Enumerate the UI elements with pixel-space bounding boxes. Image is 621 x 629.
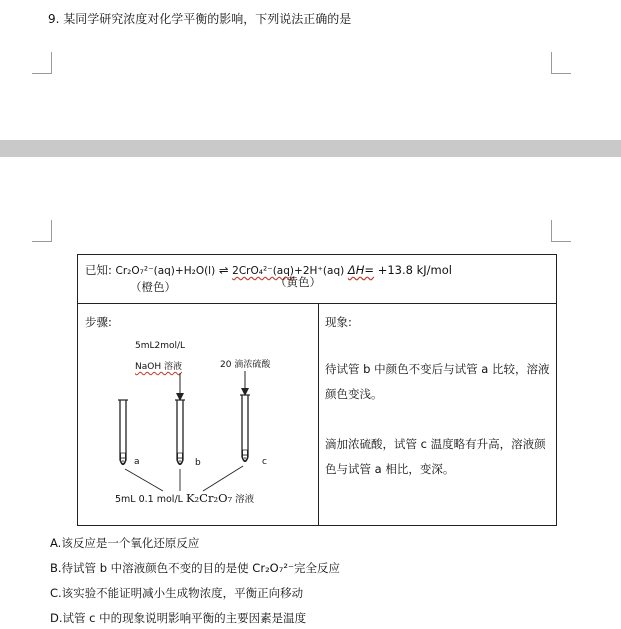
- solution-suffix: 溶液: [232, 494, 255, 505]
- tube-a-label: a: [134, 457, 140, 467]
- naoh-concentration-label: 5mL2mol/L: [135, 341, 186, 351]
- experiment-table: [77, 254, 557, 526]
- dichromate-solution-label: [115, 491, 254, 505]
- chromate-species: 2CrO₄²⁻(aq): [232, 265, 295, 277]
- page-corner-mark: [551, 52, 571, 74]
- option-d[interactable]: D.试管 c 中的现象说明影响平衡的主要因素是温度: [50, 611, 307, 625]
- test-tube-b: [175, 400, 185, 465]
- sulfuric-acid-label: 20 滴浓硫酸: [220, 360, 271, 370]
- page-corner-mark: [32, 220, 52, 242]
- naoh-arrow-icon: [176, 373, 184, 401]
- equilibrium-arrow-icon: ⇌: [218, 263, 229, 277]
- option-a[interactable]: A.该反应是一个氧化还原反应: [50, 536, 200, 550]
- acid-arrow-icon: [241, 371, 249, 396]
- tube-b-label: b: [195, 458, 201, 468]
- test-tube-a: [118, 400, 128, 465]
- pointer-lines: [125, 466, 243, 491]
- delta-h-symbol: ΔH=: [347, 263, 375, 277]
- phenomenon-text-1: 待试管 b 中颜色不变后与试管 a 比较，溶液颜色变浅。: [325, 362, 550, 401]
- water-species: +H₂O(l): [174, 265, 216, 277]
- known-prefix: 已知:: [85, 263, 112, 277]
- naoh-solution-label: NaOH 溶液: [135, 362, 182, 372]
- orange-color-label: （橙色）: [130, 280, 176, 294]
- hydrogen-ion-species: +2H⁺(aq): [294, 265, 345, 277]
- phenomenon-label: 现象:: [325, 315, 352, 329]
- dichromate-species: Cr₂O₇²⁻(aq): [115, 265, 175, 277]
- steps-label: 步骤:: [85, 315, 112, 329]
- column-divider: [318, 304, 319, 526]
- tube-c-label: c: [262, 457, 267, 467]
- page-corner-mark: [32, 52, 52, 74]
- phenomenon-text-2: 滴加浓硫酸，试管 c 温度略有升高，溶液颜色与试管 a 相比，变深。: [325, 437, 546, 476]
- test-tube-diagram: [78, 255, 318, 526]
- solution-volume: 5mL 0.1 mol/L: [115, 494, 186, 505]
- option-c[interactable]: C.该实验不能证明减小生成物浓度，平衡正向移动: [50, 586, 304, 600]
- question-title: 9. 某同学研究浓度对化学平衡的影响，下列说法正确的是: [48, 12, 352, 26]
- yellow-color-label: （黄色）: [275, 275, 321, 289]
- page-gap-separator: [0, 140, 621, 157]
- test-tube-c: [240, 395, 250, 462]
- page-corner-mark: [551, 220, 571, 242]
- dichromate-formula: K₂Cr₂O₇: [185, 491, 233, 505]
- delta-h-value: +13.8 kJ/mol: [377, 263, 452, 277]
- option-b[interactable]: B.待试管 b 中溶液颜色不变的目的是使 Cr₂O₇²⁻完全反应: [50, 561, 341, 575]
